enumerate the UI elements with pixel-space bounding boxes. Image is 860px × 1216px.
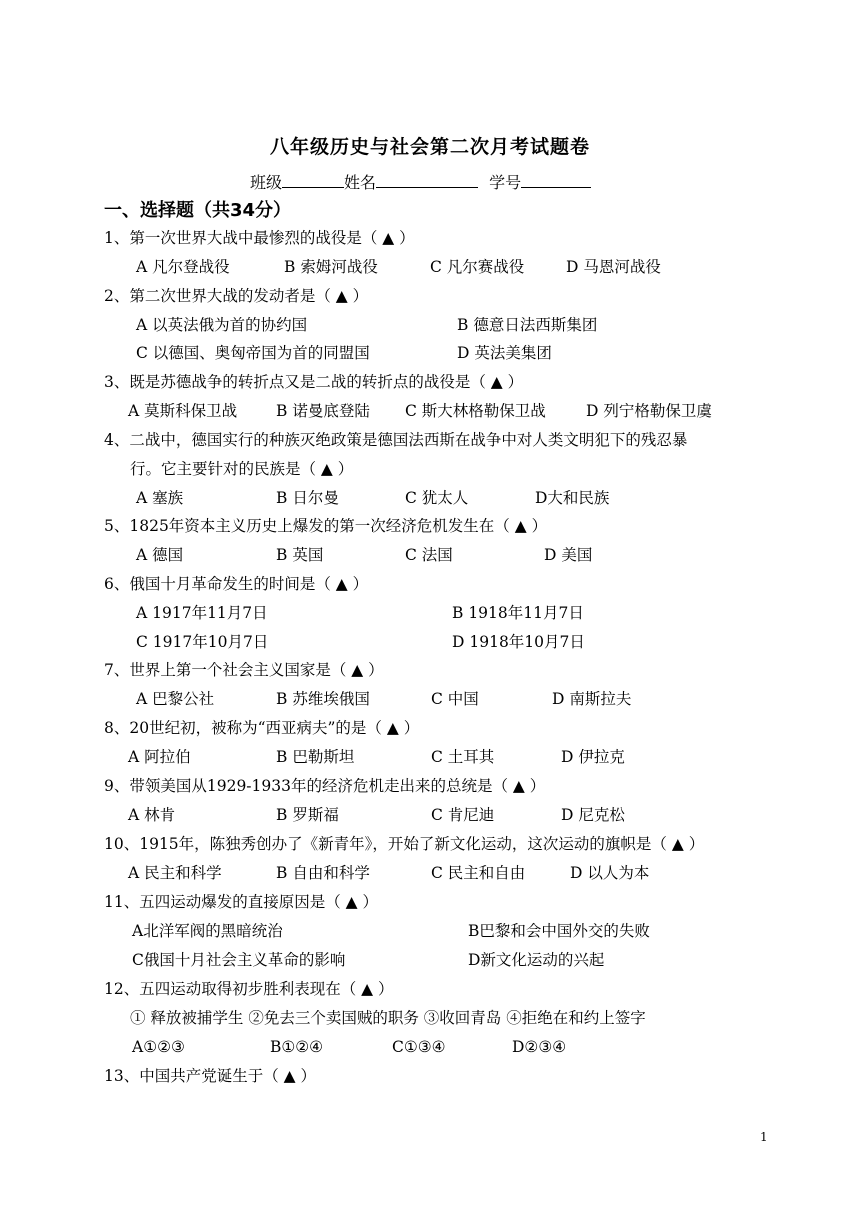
question-stem: 9、带领美国从1929-1933年的经济危机走出来的总统是（ ▲ ） (104, 777, 546, 795)
page-number: 1 (760, 1130, 768, 1144)
option-c: C俄国十月社会主义革命的影响 (132, 951, 346, 969)
option-a: A①②③ (132, 1038, 185, 1056)
option-c: C 土耳其 (431, 748, 495, 766)
option-d: D 1918年10月7日 (452, 633, 585, 651)
option-c: C 凡尔赛战役 (430, 258, 525, 276)
option-a: A 以英法俄为首的协约国 (136, 316, 308, 334)
student-info-line (250, 170, 591, 193)
option-a: A 民主和科学 (128, 864, 222, 882)
option-d: D②③④ (512, 1038, 567, 1056)
option-c: C 肯尼迪 (431, 806, 495, 824)
option-d: D 尼克松 (561, 806, 625, 824)
question-stem: 12、五四运动取得初步胜利表现在（ ▲ ） (104, 980, 394, 998)
option-a: A 塞族 (136, 489, 184, 507)
option-b: B 苏维埃俄国 (276, 690, 370, 708)
option-d: D 马恩河战役 (566, 258, 661, 276)
option-d: D 以人为本 (570, 864, 650, 882)
option-c: C 民主和自由 (431, 864, 526, 882)
option-d: D 英法美集团 (457, 344, 552, 362)
class-label: 班级 (250, 173, 283, 192)
question-stem: 10、1915年，陈独秀创办了《新青年》，开始了新文化运动，这次运动的旗帜是（ ▲ ） (104, 835, 705, 853)
option-b: B 诺曼底登陆 (276, 402, 370, 420)
question-statements: ① 释放被捕学生 ②免去三个卖国贼的职务 ③收回青岛 ④拒绝在和约上签字 (130, 1009, 646, 1027)
page-title: 八年级历史与社会第二次月考试题卷 (269, 136, 590, 158)
option-b: B 德意日法西斯集团 (457, 316, 598, 334)
option-c: C 犹太人 (405, 489, 469, 507)
option-b: B 自由和科学 (276, 864, 370, 882)
option-b: B 1918年11月7日 (452, 604, 584, 622)
option-b: B 巴勒斯坦 (276, 748, 355, 766)
option-a: A 凡尔登战役 (136, 258, 230, 276)
name-blank[interactable] (376, 173, 478, 188)
question-stem: 4、二战中，德国实行的种族灭绝政策是德国法西斯在战争中对人类文明犯下的残忍暴 (104, 431, 688, 449)
option-b: B 英国 (276, 546, 324, 564)
option-a: A北洋军阀的黑暗统治 (132, 922, 283, 940)
option-c: C 中国 (431, 690, 479, 708)
option-a: A 1917年11月7日 (136, 604, 268, 622)
option-c: C 法国 (405, 546, 453, 564)
option-b: B①②④ (270, 1038, 324, 1056)
option-a: A 莫斯科保卫战 (128, 402, 238, 420)
question-stem: 6、俄国十月革命发生的时间是（ ▲ ） (104, 575, 369, 593)
option-d: D 伊拉克 (561, 748, 625, 766)
id-label: 学号 (489, 173, 522, 192)
option-a: A 巴黎公社 (136, 690, 215, 708)
option-d: D 列宁格勒保卫虞 (586, 402, 712, 420)
option-d: D大和民族 (535, 489, 610, 507)
question-stem: 1、第一次世界大战中最惨烈的战役是（ ▲ ） (104, 229, 415, 247)
section-heading: 一、选择题（共34分） (104, 200, 292, 221)
option-b: B巴黎和会中国外交的失败 (468, 922, 650, 940)
option-b: B 索姆河战役 (284, 258, 378, 276)
question-stem: 3、既是苏德战争的转折点又是二战的转折点的战役是（ ▲ ） (104, 373, 524, 391)
option-c: C 1917年10月7日 (136, 633, 269, 651)
option-b: B 日尔曼 (276, 489, 339, 507)
option-a: A 林肯 (128, 806, 176, 824)
option-a: A 阿拉伯 (128, 748, 191, 766)
name-label: 姓名 (344, 173, 377, 192)
class-blank[interactable] (282, 173, 344, 188)
option-d: D 美国 (544, 546, 593, 564)
question-stem: 13、中国共产党诞生于（ ▲ ） (104, 1067, 316, 1085)
option-c: C①③④ (392, 1038, 446, 1056)
question-stem: 7、世界上第一个社会主义国家是（ ▲ ） (104, 661, 384, 679)
question-stem: 5、1825年资本主义历史上爆发的第一次经济危机发生在（ ▲ ） (104, 517, 548, 535)
question-stem: 11、五四运动爆发的直接原因是（ ▲ ） (104, 893, 378, 911)
option-c: C 以德国、奥匈帝国为首的同盟国 (136, 344, 370, 362)
id-blank[interactable] (521, 173, 591, 188)
option-a: A 德国 (136, 546, 184, 564)
option-c: C 斯大林格勒保卫战 (405, 402, 546, 420)
question-stem: 2、第二次世界大战的发动者是（ ▲ ） (104, 287, 369, 305)
question-stem: 8、20世纪初，被称为“西亚病夫”的是（ ▲ ） (104, 719, 420, 737)
option-d: D新文化运动的兴起 (468, 951, 605, 969)
option-d: D 南斯拉夫 (552, 690, 632, 708)
question-stem-continued: 行。它主要针对的民族是（ ▲ ） (130, 460, 354, 478)
option-b: B 罗斯福 (276, 806, 339, 824)
